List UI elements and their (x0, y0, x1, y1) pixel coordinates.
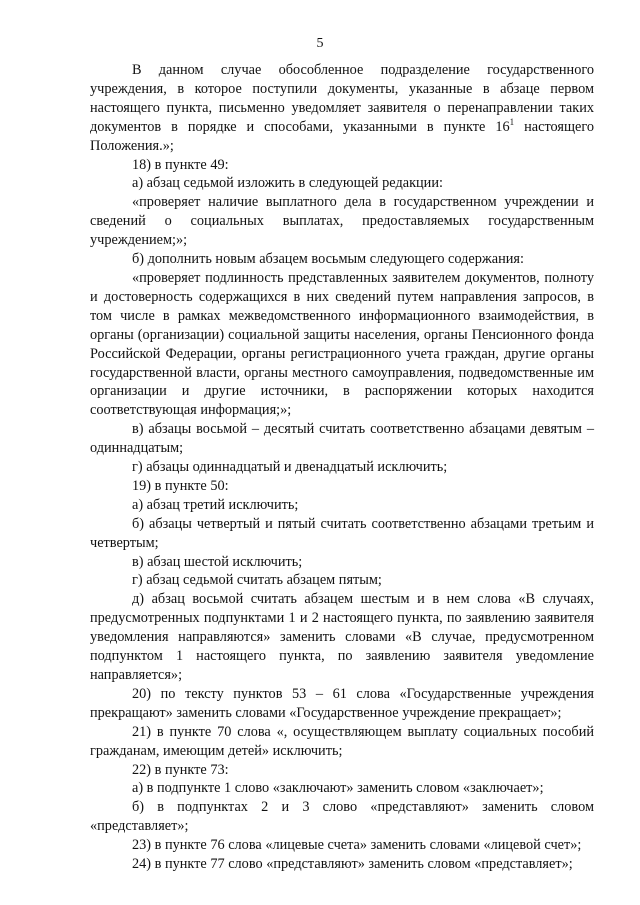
paragraph-item-19g: г) абзац седьмой считать абзацем пятым; (132, 572, 382, 589)
paragraph-item-19b: б) абзацы четвертый и пятый считать соответственно абзацами третьим и четвертым; (90, 515, 594, 551)
paragraph-item-22: 22) в пункте 73: (132, 761, 229, 778)
paragraph-item-21: 21) в пункте 70 слова «, осуществляющем выплату социальных пособий гражданам, имеющим детей» исключить; (90, 723, 594, 759)
paragraph-item-22b: б) в подпунктах 2 и 3 слово «представляют» заменить словом «представляет»; (90, 799, 594, 835)
paragraph-item-24: 24) в пункте 77 слово «представляют» заменить словом «представляет»; (132, 856, 573, 873)
paragraph-item-22a: а) в подпункте 1 слово «заключают» заменить словом «заключает»; (132, 780, 544, 797)
page-number: 5 (316, 36, 324, 51)
paragraph-item-18a: а) абзац седьмой изложить в следующей редакции: (132, 175, 443, 192)
paragraph-item-23: 23) в пункте 76 слова «лицевые счета» заменить словами «лицевой счет»; (132, 837, 582, 854)
paragraph-item-19: 19) в пункте 50: (132, 477, 229, 494)
superscript: 1 (509, 116, 515, 127)
paragraph-item-19a: а) абзац третий исключить; (132, 496, 299, 513)
paragraph-item-18g: г) абзацы одиннадцатый и двенадцатый исключить; (132, 459, 448, 476)
paragraph-quote-1: «проверяет наличие выплатного дела в государственном учреждении и сведений о социальных выплатах, предоставляемых государственным учреждением;»; (90, 194, 594, 249)
paragraph-item-18: 18) в пункте 49: (132, 156, 229, 173)
paragraph-item-18b: б) дополнить новым абзацем восьмым следующего содержания: (132, 251, 524, 268)
paragraph-text: В данном случае обособленное подразделение государственного учреждения, в которое поступили документы, указанные в абзаце первом настоящего пункта, письменно уведомляет заявителя о перенаправлении таких документов в порядке и способами, указанными в пункте 16 (90, 62, 594, 135)
paragraph-tail: настоящего Положения.»; (90, 118, 594, 154)
paragraph-redirect-notice (90, 61, 594, 156)
paragraph-item-19d: д) абзац восьмой считать абзацем шестым и в нем слова «В случаях, предусмотренных подпунктами 1 и 2 настоящего пункта, по заявлению заявителя уведомления направляются» заменить словами «В случае, предусмотренном подпунктом 1 настоящего пункта, по заявлению заявителя уведомление направляется»; (90, 591, 594, 683)
paragraph-item-18v: в) абзацы восьмой – десятый считать соответственно абзацами девятым – одиннадцатым; (90, 421, 594, 457)
paragraph-item-19v: в) абзац шестой исключить; (132, 553, 303, 570)
paragraph-item-20: 20) по тексту пунктов 53 – 61 слова «Государственные учреждения прекращают» заменить словами «Государственное учреждение прекращает»; (90, 685, 594, 721)
paragraph-quote-2: «проверяет подлинность представленных заявителем документов, полноту и достоверность содержащихся в них сведений путем направления запросов, в том числе в рамках межведомственного информационного взаимодействия, в органы (организации) социальной защиты населения, органы Пенсионного фонда Российской Федерации, органы регистрационного учета граждан, другие органы государственной власти, органы местного самоуправления, подведомственные им организации и другие источники, в распоряжении которых находится соответствующая информация;»; (90, 269, 594, 419)
document-body (90, 61, 594, 874)
